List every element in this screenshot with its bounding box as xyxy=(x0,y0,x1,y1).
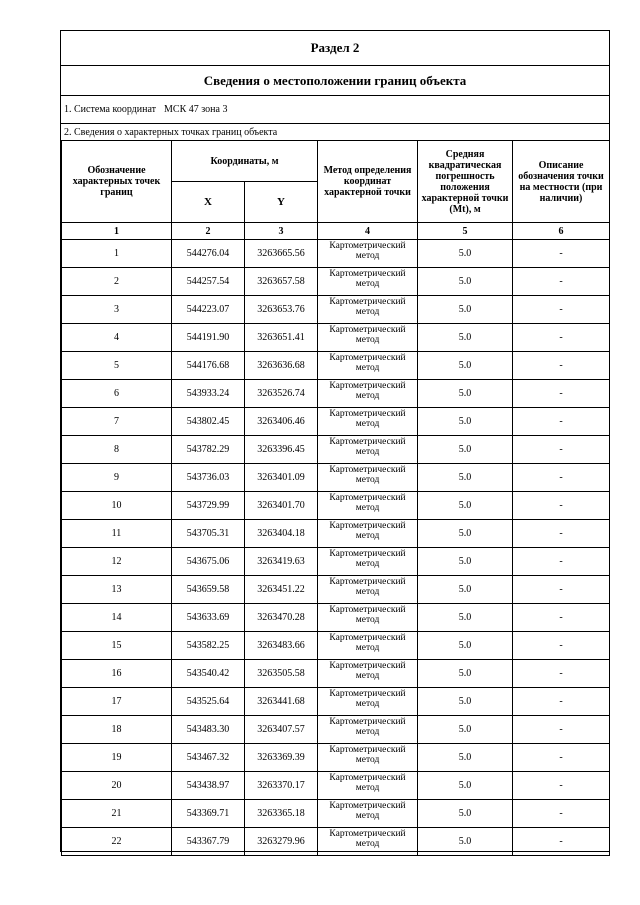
x-coordinate-cell: 543933.24 xyxy=(172,380,245,408)
x-coordinate-cell: 543467.32 xyxy=(172,744,245,772)
x-coordinate-cell: 543525.64 xyxy=(172,688,245,716)
method-cell: Картометрический метод xyxy=(318,828,418,856)
y-coordinate-cell: 3263407.57 xyxy=(245,716,318,744)
x-coordinate-cell: 544276.04 xyxy=(172,240,245,268)
description-cell: - xyxy=(513,744,610,772)
table-row xyxy=(62,464,610,492)
table-row xyxy=(62,800,610,828)
error-cell: 5.0 xyxy=(418,464,513,492)
header-error: Средняя квадратическая погрешность положения характерной точки (Mt), м xyxy=(418,141,513,223)
error-cell: 5.0 xyxy=(418,828,513,856)
x-coordinate-cell: 543782.29 xyxy=(172,436,245,464)
description-cell: - xyxy=(513,296,610,324)
column-number-row xyxy=(62,223,610,240)
column-number: 3 xyxy=(245,223,318,240)
y-coordinate-cell: 3263370.17 xyxy=(245,772,318,800)
point-number-cell: 10 xyxy=(62,492,172,520)
column-number: 5 xyxy=(418,223,513,240)
table-row xyxy=(62,632,610,660)
point-number-cell: 1 xyxy=(62,240,172,268)
description-cell: - xyxy=(513,716,610,744)
error-cell: 5.0 xyxy=(418,408,513,436)
table-row xyxy=(62,828,610,856)
point-number-cell: 3 xyxy=(62,296,172,324)
method-cell: Картометрический метод xyxy=(318,548,418,576)
table-row xyxy=(62,660,610,688)
table-row xyxy=(62,604,610,632)
method-cell: Картометрический метод xyxy=(318,520,418,548)
table-row xyxy=(62,576,610,604)
method-cell: Картометрический метод xyxy=(318,772,418,800)
x-coordinate-cell: 543659.58 xyxy=(172,576,245,604)
header-x: X xyxy=(172,182,245,223)
table-row xyxy=(62,772,610,800)
description-cell: - xyxy=(513,772,610,800)
description-cell: - xyxy=(513,604,610,632)
x-coordinate-cell: 543367.79 xyxy=(172,828,245,856)
error-cell: 5.0 xyxy=(418,520,513,548)
y-coordinate-cell: 3263657.58 xyxy=(245,268,318,296)
error-cell: 5.0 xyxy=(418,772,513,800)
point-number-cell: 20 xyxy=(62,772,172,800)
y-coordinate-cell: 3263419.63 xyxy=(245,548,318,576)
point-number-cell: 15 xyxy=(62,632,172,660)
x-coordinate-cell: 543705.31 xyxy=(172,520,245,548)
point-number-cell: 2 xyxy=(62,268,172,296)
x-coordinate-cell: 544191.90 xyxy=(172,324,245,352)
y-coordinate-cell: 3263470.28 xyxy=(245,604,318,632)
error-cell: 5.0 xyxy=(418,800,513,828)
error-cell: 5.0 xyxy=(418,548,513,576)
table-row xyxy=(62,688,610,716)
coord-system-line xyxy=(61,96,609,124)
point-number-cell: 11 xyxy=(62,520,172,548)
error-cell: 5.0 xyxy=(418,716,513,744)
y-coordinate-cell: 3263369.39 xyxy=(245,744,318,772)
method-cell: Картометрический метод xyxy=(318,604,418,632)
description-cell: - xyxy=(513,464,610,492)
description-cell: - xyxy=(513,492,610,520)
x-coordinate-cell: 543483.30 xyxy=(172,716,245,744)
method-cell: Картометрический метод xyxy=(318,688,418,716)
description-cell: - xyxy=(513,408,610,436)
error-cell: 5.0 xyxy=(418,324,513,352)
column-number: 2 xyxy=(172,223,245,240)
method-cell: Картометрический метод xyxy=(318,632,418,660)
header-coordinates: Координаты, м xyxy=(172,141,318,182)
x-coordinate-cell: 543802.45 xyxy=(172,408,245,436)
description-cell: - xyxy=(513,268,610,296)
x-coordinate-cell: 543675.06 xyxy=(172,548,245,576)
method-cell: Картометрический метод xyxy=(318,268,418,296)
y-coordinate-cell: 3263279.96 xyxy=(245,828,318,856)
method-cell: Картометрический метод xyxy=(318,436,418,464)
column-number: 1 xyxy=(62,223,172,240)
x-coordinate-cell: 544257.54 xyxy=(172,268,245,296)
x-coordinate-cell: 543582.25 xyxy=(172,632,245,660)
y-coordinate-cell: 3263401.09 xyxy=(245,464,318,492)
y-coordinate-cell: 3263653.76 xyxy=(245,296,318,324)
description-cell: - xyxy=(513,548,610,576)
x-coordinate-cell: 544223.07 xyxy=(172,296,245,324)
method-cell: Картометрический метод xyxy=(318,240,418,268)
table-row xyxy=(62,520,610,548)
method-cell: Картометрический метод xyxy=(318,800,418,828)
point-number-cell: 14 xyxy=(62,604,172,632)
y-coordinate-cell: 3263401.70 xyxy=(245,492,318,520)
coord-system-label: 1. Система координат xyxy=(64,104,157,115)
point-number-cell: 21 xyxy=(62,800,172,828)
method-cell: Картометрический метод xyxy=(318,660,418,688)
header-y: Y xyxy=(245,182,318,223)
error-cell: 5.0 xyxy=(418,660,513,688)
method-cell: Картометрический метод xyxy=(318,408,418,436)
points-section-label: 2. Сведения о характерных точках границ объекта xyxy=(61,124,609,141)
column-number: 4 xyxy=(318,223,418,240)
y-coordinate-cell: 3263651.41 xyxy=(245,324,318,352)
description-cell: - xyxy=(513,240,610,268)
description-cell: - xyxy=(513,324,610,352)
point-number-cell: 8 xyxy=(62,436,172,464)
table-row xyxy=(62,716,610,744)
method-cell: Картометрический метод xyxy=(318,716,418,744)
error-cell: 5.0 xyxy=(418,352,513,380)
document-sheet xyxy=(60,30,610,852)
y-coordinate-cell: 3263406.46 xyxy=(245,408,318,436)
error-cell: 5.0 xyxy=(418,268,513,296)
point-number-cell: 12 xyxy=(62,548,172,576)
header-description: Описание обозначения точки на местности (при наличии) xyxy=(513,141,610,223)
y-coordinate-cell: 3263451.22 xyxy=(245,576,318,604)
point-number-cell: 6 xyxy=(62,380,172,408)
table-row xyxy=(62,268,610,296)
error-cell: 5.0 xyxy=(418,380,513,408)
point-number-cell: 9 xyxy=(62,464,172,492)
method-cell: Картометрический метод xyxy=(318,296,418,324)
point-number-cell: 4 xyxy=(62,324,172,352)
point-number-cell: 16 xyxy=(62,660,172,688)
method-cell: Картометрический метод xyxy=(318,744,418,772)
table-row xyxy=(62,324,610,352)
description-cell: - xyxy=(513,520,610,548)
x-coordinate-cell: 543540.42 xyxy=(172,660,245,688)
y-coordinate-cell: 3263665.56 xyxy=(245,240,318,268)
table-row xyxy=(62,436,610,464)
error-cell: 5.0 xyxy=(418,604,513,632)
column-number: 6 xyxy=(513,223,610,240)
x-coordinate-cell: 543369.71 xyxy=(172,800,245,828)
description-cell: - xyxy=(513,576,610,604)
section-title: Раздел 2 xyxy=(61,31,609,66)
description-cell: - xyxy=(513,632,610,660)
description-cell: - xyxy=(513,800,610,828)
error-cell: 5.0 xyxy=(418,240,513,268)
x-coordinate-cell: 543633.69 xyxy=(172,604,245,632)
table-row xyxy=(62,296,610,324)
point-number-cell: 7 xyxy=(62,408,172,436)
document-subtitle: Сведения о местоположении границ объекта xyxy=(61,66,609,96)
x-coordinate-cell: 543438.97 xyxy=(172,772,245,800)
error-cell: 5.0 xyxy=(418,296,513,324)
method-cell: Картометрический метод xyxy=(318,576,418,604)
error-cell: 5.0 xyxy=(418,492,513,520)
table-row xyxy=(62,240,610,268)
method-cell: Картометрический метод xyxy=(318,380,418,408)
x-coordinate-cell: 543736.03 xyxy=(172,464,245,492)
point-number-cell: 19 xyxy=(62,744,172,772)
description-cell: - xyxy=(513,828,610,856)
header-designation: Обозначение характерных точек границ xyxy=(62,141,172,223)
error-cell: 5.0 xyxy=(418,744,513,772)
table-row xyxy=(62,492,610,520)
y-coordinate-cell: 3263505.58 xyxy=(245,660,318,688)
y-coordinate-cell: 3263365.18 xyxy=(245,800,318,828)
method-cell: Картометрический метод xyxy=(318,324,418,352)
x-coordinate-cell: 543729.99 xyxy=(172,492,245,520)
method-cell: Картометрический метод xyxy=(318,464,418,492)
point-number-cell: 18 xyxy=(62,716,172,744)
y-coordinate-cell: 3263404.18 xyxy=(245,520,318,548)
header-method: Метод определения координат характерной точки xyxy=(318,141,418,223)
point-number-cell: 22 xyxy=(62,828,172,856)
description-cell: - xyxy=(513,660,610,688)
error-cell: 5.0 xyxy=(418,436,513,464)
method-cell: Картометрический метод xyxy=(318,352,418,380)
table-row xyxy=(62,548,610,576)
point-number-cell: 5 xyxy=(62,352,172,380)
table-row xyxy=(62,744,610,772)
table-row xyxy=(62,380,610,408)
y-coordinate-cell: 3263441.68 xyxy=(245,688,318,716)
error-cell: 5.0 xyxy=(418,576,513,604)
description-cell: - xyxy=(513,688,610,716)
description-cell: - xyxy=(513,352,610,380)
error-cell: 5.0 xyxy=(418,632,513,660)
points-table xyxy=(61,140,610,856)
table-row xyxy=(62,408,610,436)
method-cell: Картометрический метод xyxy=(318,492,418,520)
y-coordinate-cell: 3263526.74 xyxy=(245,380,318,408)
y-coordinate-cell: 3263636.68 xyxy=(245,352,318,380)
description-cell: - xyxy=(513,436,610,464)
error-cell: 5.0 xyxy=(418,688,513,716)
table-row xyxy=(62,352,610,380)
point-number-cell: 13 xyxy=(62,576,172,604)
x-coordinate-cell: 544176.68 xyxy=(172,352,245,380)
y-coordinate-cell: 3263483.66 xyxy=(245,632,318,660)
coord-system-value: МСК 47 зона 3 xyxy=(164,104,228,115)
point-number-cell: 17 xyxy=(62,688,172,716)
y-coordinate-cell: 3263396.45 xyxy=(245,436,318,464)
description-cell: - xyxy=(513,380,610,408)
